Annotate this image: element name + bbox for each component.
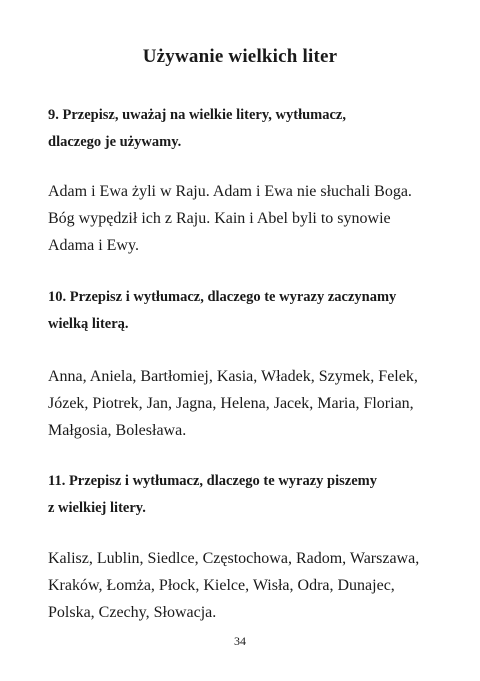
text-line: Małgosia, Bolesława.: [48, 422, 187, 439]
page-title: Używanie wielkich liter: [142, 46, 338, 67]
text-line: Kalisz, Lublin, Siedlce, Częstochowa, Radom, Warszawa,: [48, 550, 420, 567]
text-line: Anna, Aniela, Bartłomiej, Kasia, Władek, Szymek, Felek,: [48, 368, 418, 385]
instruction-line: 11. Przepisz i wytłumacz, dlaczego te wyrazy piszemy: [48, 473, 377, 489]
text-line: Polska, Czechy, Słowacja.: [48, 604, 217, 621]
exercise-11-instruction: [48, 468, 448, 522]
text-line: Józek, Piotrek, Jan, Jagna, Helena, Jacek, Maria, Florian,: [48, 395, 414, 412]
text-line: Kraków, Łomża, Płock, Kielce, Wisła, Odra, Dunajec,: [48, 577, 395, 594]
instruction-line: dlaczego je używamy.: [48, 134, 182, 150]
exercise-9-text: [48, 178, 448, 259]
text-line: Bóg wypędził ich z Raju. Kain i Abel byli to synowie: [48, 210, 391, 227]
instruction-line: z wielkiej litery.: [48, 500, 146, 516]
exercise-10-instruction: [48, 284, 448, 338]
text-line: Adam i Ewa żyli w Raju. Adam i Ewa nie słuchali Boga.: [48, 183, 412, 200]
exercise-11-text: [48, 545, 448, 626]
instruction-line: 9. Przepisz, uważaj na wielkie litery, wytłumacz,: [48, 107, 346, 123]
exercise-9-instruction: [48, 102, 448, 156]
exercise-10-text: [48, 363, 448, 444]
instruction-line: 10. Przepisz i wytłumacz, dlaczego te wyrazy zaczynamy: [48, 289, 397, 305]
page-number: 34: [234, 634, 246, 648]
instruction-line: wielką literą.: [48, 316, 129, 332]
text-line: Adama i Ewy.: [48, 237, 139, 254]
